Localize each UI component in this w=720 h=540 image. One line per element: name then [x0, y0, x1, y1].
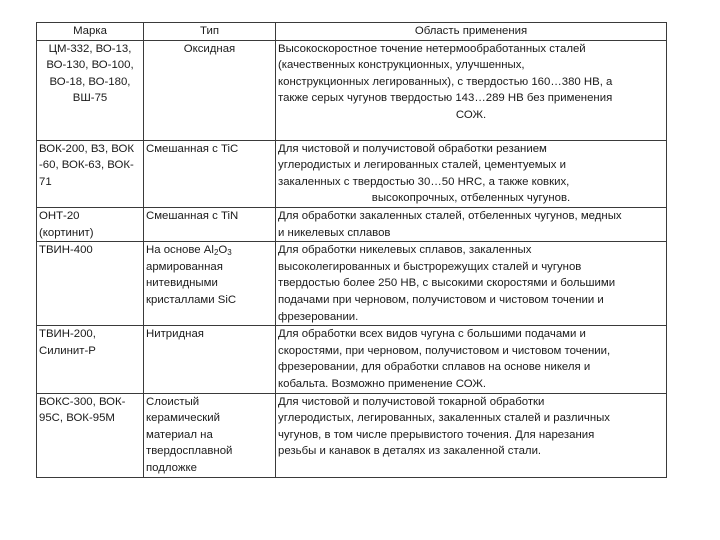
brand-line: 95С, ВОК-95М — [39, 412, 115, 425]
application-line: (качественных конструкционных, улучшенных, — [278, 59, 525, 72]
type-cell — [144, 40, 276, 140]
application-cell — [276, 242, 667, 326]
type-line: нитевидными — [146, 277, 218, 290]
application-line: Для обработки никелевых сплавов, закаленных — [278, 244, 532, 257]
table-row — [37, 393, 667, 477]
application-line: высокопрочных, отбеленных чугунов. — [371, 192, 571, 205]
type-line: Смешанная с TiC — [146, 142, 239, 155]
application-line: Для обработки всех видов чугуна с большими подачами и — [278, 328, 586, 341]
brand-line: 71 — [39, 175, 52, 188]
brand-line: ВШ-75 — [72, 92, 108, 105]
application-line: скоростями, при черновом, получистовом и чистовом точении, — [278, 344, 611, 357]
application-line: резьбы и канавок в деталях из закаленной стали. — [278, 445, 542, 458]
application-cell — [276, 326, 667, 393]
type-line: керамический — [146, 412, 220, 425]
subscript: 3 — [227, 248, 232, 258]
application-line: твердостью более 250 НВ, с высокими скоростями и большими — [278, 277, 616, 290]
brand-line: ВО-130, ВО-100, — [46, 59, 134, 72]
brand-line: ЦМ-332, ВО-13, — [48, 42, 132, 55]
table-row — [37, 326, 667, 393]
type-cell — [144, 326, 276, 393]
brand-line: Силинит-Р — [39, 344, 96, 357]
application-line: также серых чугунов твердостью 143…289 НВ без применения — [278, 92, 613, 105]
application-line: фрезеровании, для обработки сплавов на основе никеля и — [278, 361, 591, 374]
brand-cell — [37, 393, 144, 477]
type-cell — [144, 140, 276, 207]
brand-cell — [37, 40, 144, 140]
application-line: Для обработки закаленных сталей, отбеленных чугунов, медных — [278, 209, 622, 222]
brand-line: ТВИН-400 — [39, 244, 93, 257]
type-line — [146, 242, 273, 259]
application-line: фрезеровании. — [278, 310, 359, 323]
type-mid: O — [218, 244, 228, 257]
brand-cell — [37, 326, 144, 393]
type-line: материал на — [146, 428, 213, 441]
type-cell — [144, 393, 276, 477]
brand-line: ВО-18, ВО-180, — [49, 75, 131, 88]
application-line: конструкционных легированных), с твердостью 160…380 НВ, а — [278, 75, 613, 88]
application-line: высоколегированных и быстрорежущих сталей и чугунов — [278, 260, 582, 273]
brand-cell — [37, 242, 144, 326]
type-line: Смешанная с TiN — [146, 209, 239, 222]
brand-line: -60, ВОК-63, ВОК- — [39, 159, 134, 172]
brand-cell — [37, 207, 144, 241]
application-line: СОЖ. — [455, 108, 487, 121]
application-line: чугунов, в том числе прерывистого точения. Для нарезания — [278, 428, 595, 441]
application-line: Для чистовой и получистовой обработки резанием — [278, 142, 547, 155]
type-line: подложке — [146, 461, 197, 474]
application-line: подачами при черновом, получистовом и чистовом точении и — [278, 293, 604, 306]
application-cell — [276, 393, 667, 477]
application-line: Для чистовой и получистовой токарной обработки — [278, 395, 545, 408]
type-line: армированная — [146, 260, 223, 273]
application-cell — [276, 140, 667, 207]
application-line: углеродистых, легированных, закаленных сталей и различных — [278, 412, 610, 425]
application-line: закаленных с твердостью 30…50 HRC, а также ковких, — [278, 175, 570, 188]
application-cell — [276, 207, 667, 241]
brand-cell — [37, 140, 144, 207]
application-line: и никелевых сплавов — [278, 226, 391, 239]
brand-line: ТВИН-200, — [39, 328, 96, 341]
subscript: 2 — [213, 248, 219, 258]
type-line: Слоистый — [146, 395, 200, 408]
brand-line: ВОКС-300, ВОК- — [39, 395, 126, 408]
application-line: углеродистых и легированных сталей, цементуемых и — [278, 159, 567, 172]
brand-line: (кортинит) — [39, 226, 94, 239]
header-brand: Марка — [37, 23, 144, 41]
type-line: кристаллами SiC — [146, 293, 237, 306]
type-line: твердосплавной — [146, 445, 233, 458]
header-row — [37, 23, 667, 41]
application-cell — [276, 40, 667, 140]
application-line: кобальта. Возможно применение СОЖ. — [278, 377, 487, 390]
header-application: Область применения — [276, 23, 667, 41]
type-prefix: На основе Al — [146, 244, 214, 257]
type-cell — [144, 242, 276, 326]
table-row — [37, 40, 667, 140]
brand-line: ОНТ-20 — [39, 209, 80, 222]
brand-line: ВОК-200, ВЗ, ВОК — [39, 142, 134, 155]
table-row — [37, 242, 667, 326]
table-row — [37, 207, 667, 241]
header-type: Тип — [144, 23, 276, 41]
table-row — [37, 140, 667, 207]
type-cell — [144, 207, 276, 241]
type-line: Нитридная — [146, 328, 204, 341]
type-line: Оксидная — [183, 42, 236, 55]
application-line: Высокоскоростное точение нетермообработанных сталей — [278, 42, 586, 55]
ceramic-tools-table — [36, 22, 667, 478]
